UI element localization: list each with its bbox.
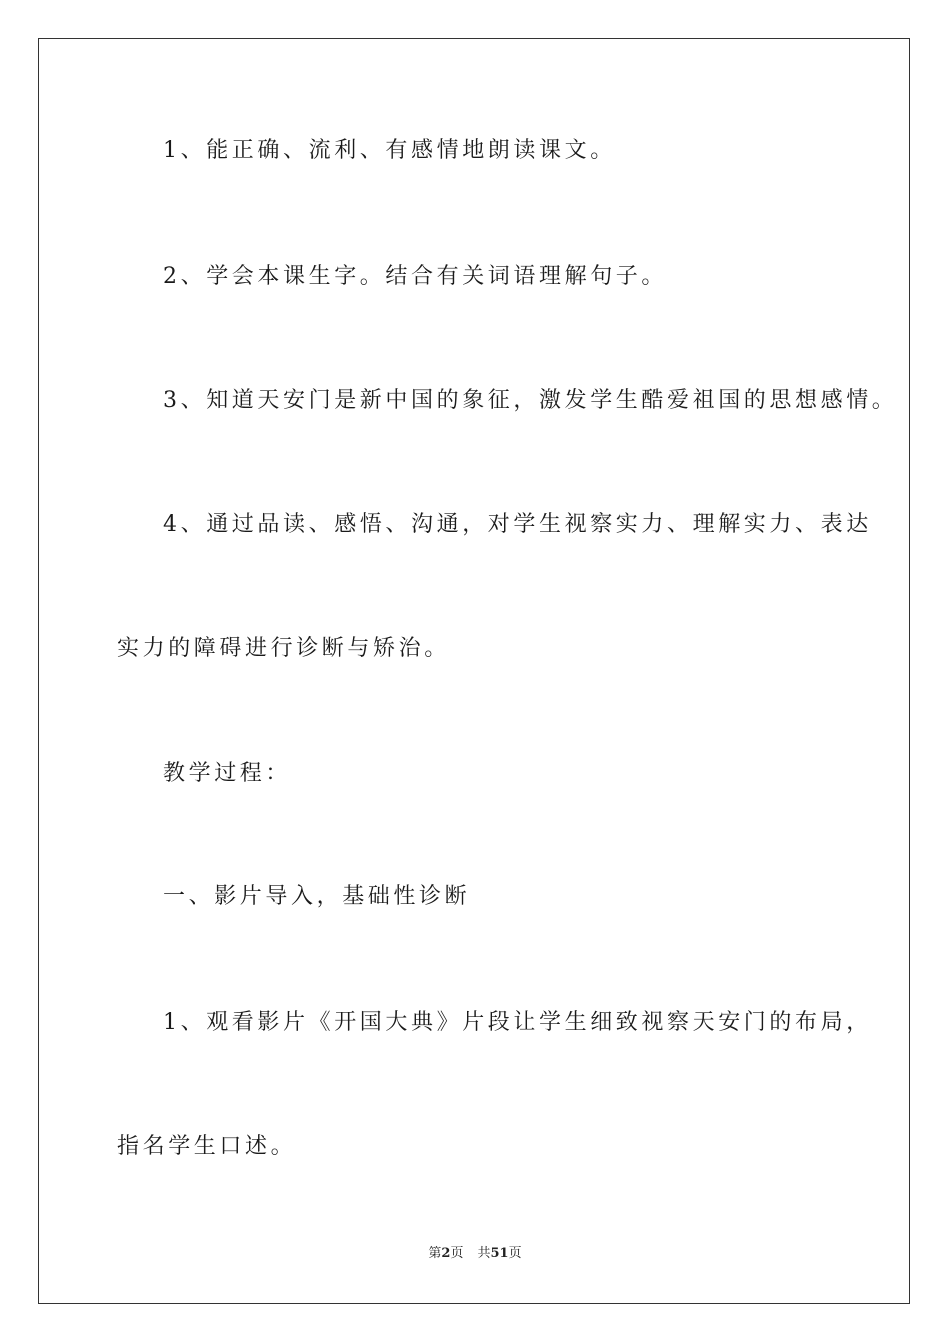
paragraph-objective-4: 4、通过品读、感悟、沟通，对学生视察实力、理解实力、表达 [163,512,872,537]
footer-page-suffix: 页 [450,1246,464,1261]
footer-total-prefix: 共 [477,1246,491,1261]
section-heading-part-one: 一、影片导入，基础性诊断 [163,884,471,909]
page-border [38,38,910,1304]
paragraph-objective-3: 3、知道天安门是新中国的象征，激发学生酷爱祖国的思想感情。 [163,388,898,413]
page-footer [0,1245,950,1263]
footer-total-pages: 51 [490,1246,509,1261]
paragraph-objective-1: 1、能正确、流利、有感情地朗读课文。 [163,138,616,163]
paragraph-objective-2: 2、学会本课生字。结合有关词语理解句子。 [163,264,667,289]
paragraph-step-1-continued: 指名学生口述。 [117,1134,297,1159]
footer-page-number: 2 [441,1246,451,1261]
footer-page-prefix: 第 [428,1246,442,1261]
paragraph-step-1: 1、观看影片《开国大典》片段让学生细致视察天安门的布局， [163,1010,872,1035]
section-heading-teaching-process: 教学过程： [163,761,292,786]
paragraph-objective-4-continued: 实力的障碍进行诊断与矫治。 [117,636,450,661]
footer-total-suffix: 页 [508,1246,522,1261]
